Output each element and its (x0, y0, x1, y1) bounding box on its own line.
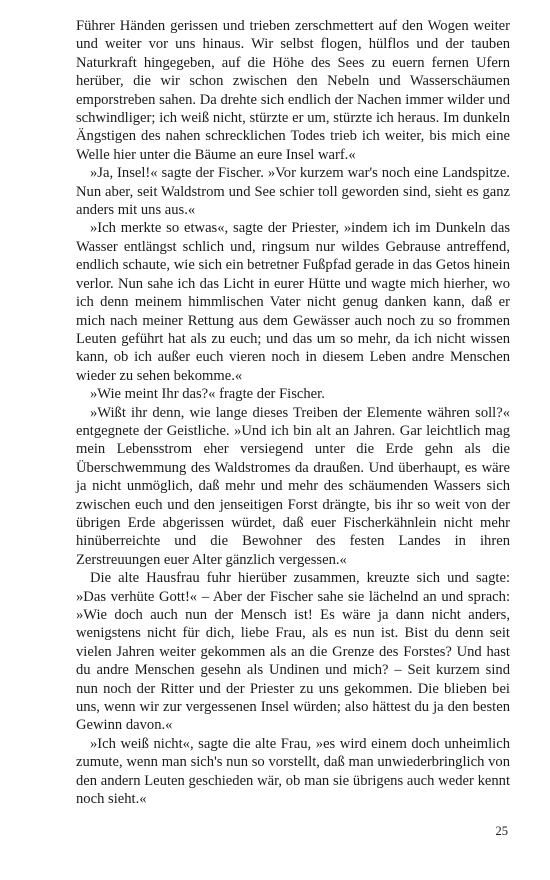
paragraph-2: »Ja, Insel!« sagte der Fischer. »Vor kurzem war's noch eine Landspitze. Nun aber, seit Waldstrom und See schier toll geworden sind, sieht es ganz anders mit uns aus.« (76, 165, 510, 219)
body-text (76, 17, 510, 808)
paragraph-5: »Wißt ihr denn, wie lange dieses Treiben der Elemente währen soll?« entgegnete der Geistliche. »Und ich bin alt an Jahren. Gar leichtlich mag mein Lebensstrom eher versiegend unter die Erde gehn als die Überschwemmung des Waldstromes da draußen. Und überhaupt, es wäre ja nicht unmöglich, daß mehr und mehr des schäumenden Wassers sich zwischen euch und den jenseitigen Forst drängte, bis ihr so weit von der übrigen Erde abgerissen würdet, daß euer Fischerkähnlein nicht mehr hinüberreichte und die Bewohner des festen Landes in ihren Zerstreuungen euer Alter gänzlich vergessen.« (76, 404, 510, 568)
paragraph-1: Führer Händen gerissen und trieben zerschmettert auf den Wogen weiter und weiter vor uns hinaus. Wir selbst flogen, hülflos und der tauben Naturkraft hingegeben, auf die Höhe des Sees zu euern fernen Ufern herüber, die wir schon zwischen den Nebeln und Wasserschäumen emporstreben sahen. Da drehte sich endlich der Nachen immer wilder und schwindliger; ich weiß nicht, stürzte er um, stürzte ich heraus. Im dunkeln Ängstigen des nahen schrecklichen Todes trieb ich weiter, bis mich eine Welle hier unter die Bäume an eure Insel warf.« (76, 18, 510, 163)
page-number: 25 (495, 824, 508, 838)
paragraph-6: Die alte Hausfrau fuhr hierüber zusammen, kreuzte sich und sagte: »Das verhüte Gott!« – Aber der Fischer sahe sie lächelnd an und sprach: »Wie doch auch nun der Mensch ist! Es wäre ja dann nicht anders, wenigstens nicht für dich, liebe Frau, als es nun ist. Bist du denn seit vielen Jahren weiter gekommen als an die Grenze des Forstes? Und hast du andre Menschen gesehn als Undinen und mich? – Seit kurzem sind nun noch der Ritter und der Priester zu uns gekommen. Die blieben bei uns, wenn wir zur vergessenen Insel würden; also hättest du ja den besten Gewinn davon.« (76, 570, 510, 734)
paragraph-4: »Wie meint Ihr das?« fragte der Fischer. (90, 386, 325, 403)
paragraph-3: »Ich merkte so etwas«, sagte der Priester, »indem ich im Dunkeln das Wasser entlängst schlich und, ringsum nur wildes Gebrause antreffend, endlich schaute, wie sich ein betretner Fußpfad gerade in das Getos hinein verlor. Nun sahe ich das Licht in eurer Hütte und wagte mich hierher, wo ich denn meinem himmlischen Vater nicht genug danken kann, daß er mich nach meiner Rettung aus dem Gewässer auch noch zu so frommen Leuten geführt hat als zu euch; und das um so mehr, da ich nicht wissen kann, ob ich außer euch vieren noch in diesem Leben andre Menschen wieder zu sehen bekomme.« (76, 220, 510, 384)
paragraph-7: »Ich weiß nicht«, sagte die alte Frau, »es wird einem doch unheimlich zumute, wenn man sich's nun so vorstellt, daß man unwiederbringlich von den andern Leuten geschieden wär, ob man sie übrigens auch weder kennt noch sieht.« (76, 735, 510, 808)
